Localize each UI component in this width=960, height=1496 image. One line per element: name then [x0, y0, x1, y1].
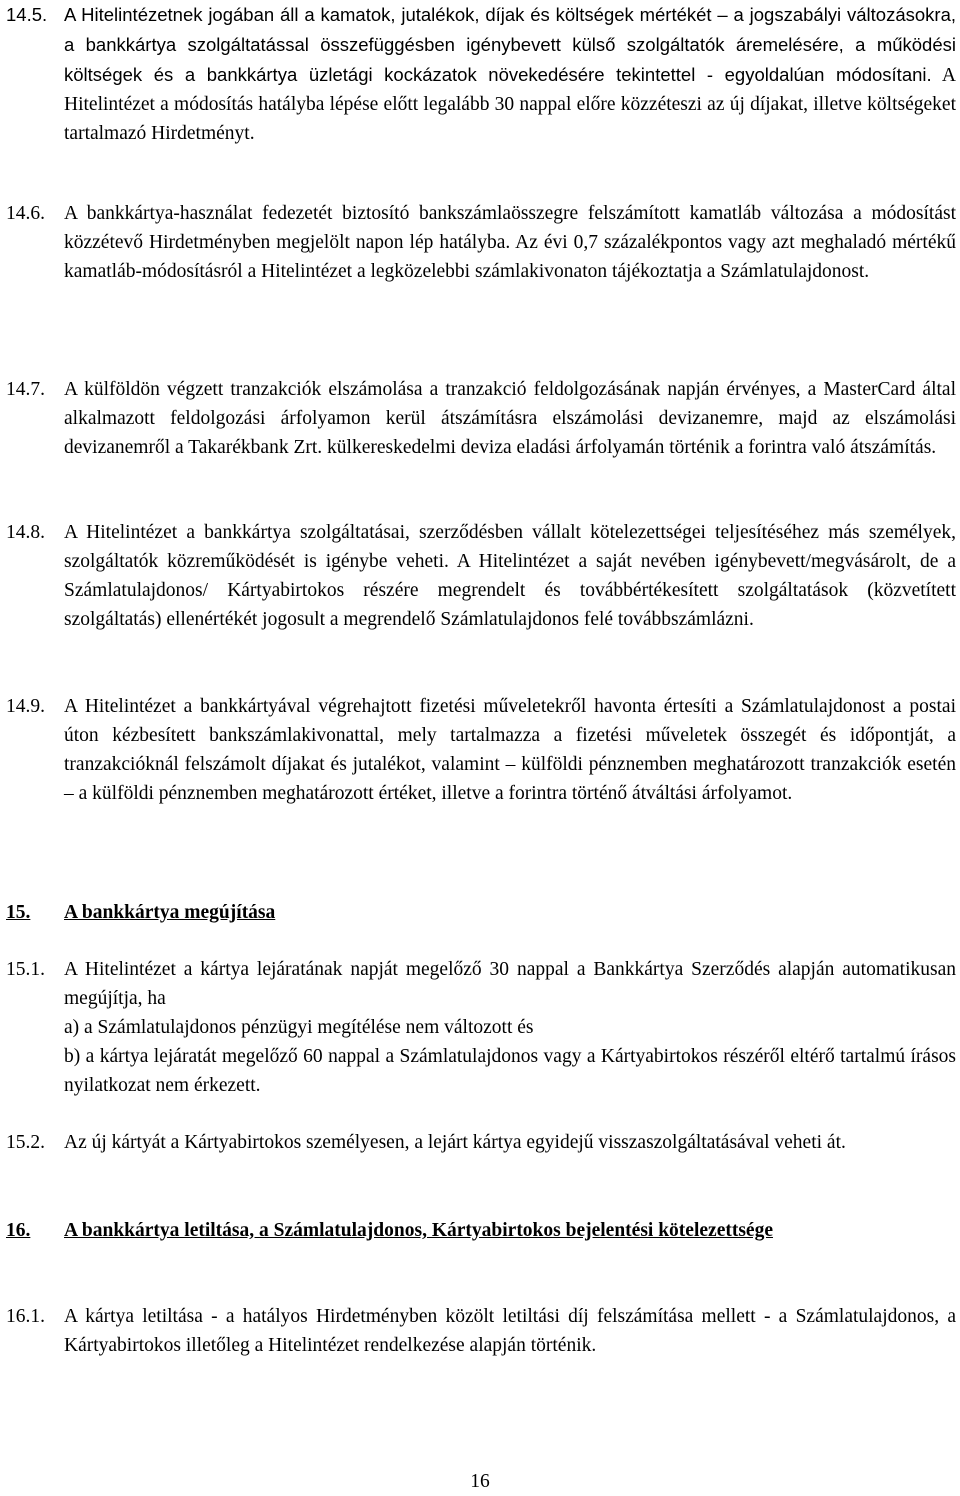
paragraph-text: A Hitelintézet a módosítás hatályba lépése előtt legalább 30 nappal előre közzéteszi az új díjakat, illetve költségeket tartalmazó Hirdetményt.: [64, 65, 956, 144]
paragraph-text: A kártya letiltása - a hatályos Hirdetményben közölt letiltási díj felszámítása mellett - a Számlatulajdonos, a Kártyabirtokos illetőleg a Hitelintézet rendelkezése alapján történik.: [64, 1306, 956, 1356]
paragraph-16-1: [6, 1302, 956, 1360]
paragraph-text: A külföldön végzett tranzakciók elszámolása a tranzakció feldolgozásának napján érvényes, a MasterCard által alkalmazott feldolgozási árfolyamon kerül átszámításra elszámolási devizanemre, majd az elszámolási devizanemről a Takarékbank Zrt. külkereskedelmi deviza eladási árfolyamán történik a forintra való átszámítás.: [64, 379, 956, 458]
paragraph-text: A Hitelintézet a bankkártya szolgáltatásai, szerződésben vállalt kötelezettségei teljesítéséhez más személyek, szolgáltatók közreműködését is igénybe veheti. A Hitelintézet a saját nevében igénybevett/megvásárolt, de a Számlatulajdonos/ Kártyabirtokos részére megrendelt és továbbértékesített szolgáltatások (közvetített szolgáltatás) ellenértékét jogosult a megrendelő Számlatulajdonos felé továbbszámlázni.: [64, 522, 956, 630]
paragraph-15-1: [6, 955, 956, 1100]
paragraph-number: 15.2.: [6, 1132, 45, 1153]
paragraph-text-sans: A Hitelintézetnek jogában áll a kamatok, jutalékok, díjak és költségek mértékét – a jogszabályi változásokra, a bankkártya szolgáltatással összefüggésben igénybevett külső szolgáltatók áremelésére, a működési költségek és a bankkártya üzletági kockázatok növekedésére tekintettel - egyoldalúan módosítani.: [64, 4, 956, 85]
paragraph-14-5: [6, 0, 956, 148]
paragraph-number: 14.6.: [6, 203, 45, 224]
paragraph-14-7: [6, 375, 956, 462]
list-item-b: b) a kártya lejáratát megelőző 60 nappal a Számlatulajdonos vagy a Kártyabirtokos részéről eltérő tartalmú írásos nyilatkozat nem érkezett.: [64, 1046, 956, 1096]
section-heading-15: [6, 898, 956, 927]
paragraph-number: 16.1.: [6, 1306, 45, 1327]
paragraph-number: 14.9.: [6, 696, 45, 717]
paragraph-number: 14.5.: [6, 4, 48, 25]
list-item-a: a) a Számlatulajdonos pénzügyi megítélése nem változott és: [64, 1017, 534, 1038]
section-number: 16.: [6, 1220, 31, 1241]
paragraph-14-6: [6, 199, 956, 286]
section-number: 15.: [6, 902, 31, 923]
paragraph-text: Az új kártyát a Kártyabirtokos személyesen, a lejárt kártya egyidejű visszaszolgáltatásával veheti át.: [64, 1132, 846, 1153]
paragraph-14-8: [6, 518, 956, 634]
section-title: A bankkártya megújítása: [64, 902, 276, 923]
paragraph-number: 15.1.: [6, 959, 45, 980]
page-number: 16: [470, 1471, 490, 1492]
paragraph-14-9: [6, 692, 956, 808]
paragraph-text: A bankkártya-használat fedezetét biztosító bankszámlaösszegre felszámított kamatláb változása a módosítást közzétevő Hirdetményben megjelölt napon lép hatályba. Az évi 0,7 százalékpontos vagy azt meghaladó mértékű kamatláb-módosításról a Hitelintézet a legközelebbi számlakivonaton tájékoztatja a Számlatulajdonost.: [64, 203, 956, 282]
paragraph-15-2: [6, 1128, 956, 1157]
section-heading-16: [6, 1216, 956, 1245]
paragraph-intro: A Hitelintézet a kártya lejáratának napját megelőző 30 nappal a Bankkártya Szerződés alapján automatikusan megújítja, ha: [64, 959, 956, 1009]
paragraph-text: A Hitelintézet a bankkártyával végrehajtott fizetési műveletekről havonta értesíti a Számlatulajdonost a postai úton kézbesített bankszámlakivonattal, mely tartalmazza a fizetési műveletek összegét és időpontját, a tranzakcióknál felszámolt díjakat és jutalékot, valamint – külföldi pénznemben meghatározott tranzakciók esetén – a külföldi pénznemben meghatározott értéket, illetve a forintra történő átváltási árfolyamot.: [64, 696, 956, 804]
paragraph-number: 14.7.: [6, 379, 45, 400]
paragraph-number: 14.8.: [6, 522, 45, 543]
section-title: A bankkártya letiltása, a Számlatulajdonos, Kártyabirtokos bejelentési kötelezettsége: [64, 1220, 773, 1241]
